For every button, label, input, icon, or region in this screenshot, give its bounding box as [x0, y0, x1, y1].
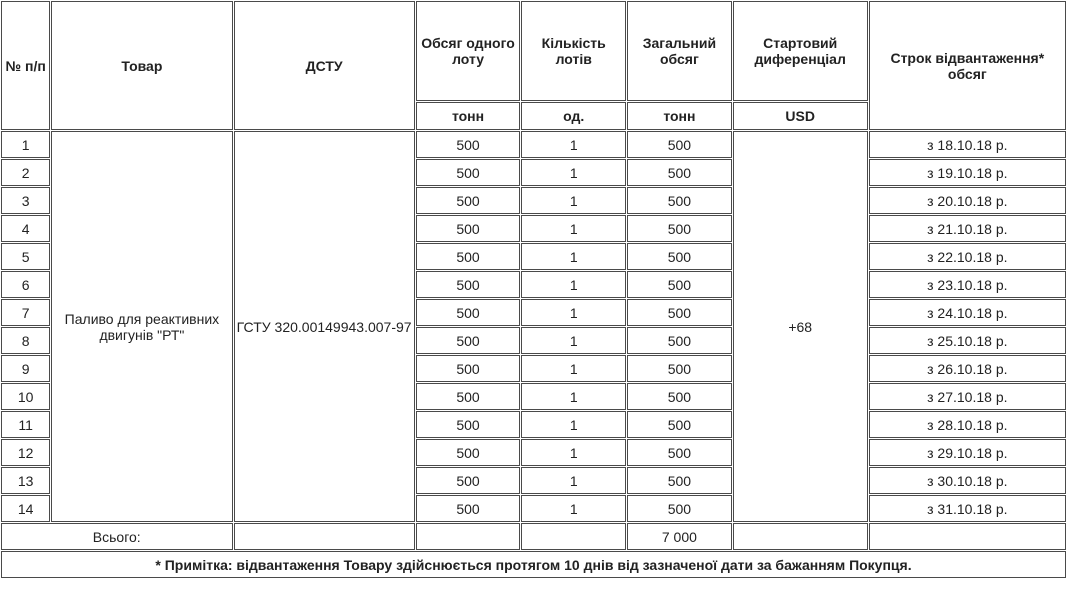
total-volume-cell: 500 [627, 131, 732, 158]
total-volume-cell: 500 [627, 467, 732, 494]
shipment-cell: з 24.10.18 р. [869, 299, 1066, 326]
unit-lot-count: од. [521, 102, 626, 130]
lot-volume-cell: 500 [416, 131, 521, 158]
lot-volume-cell: 500 [416, 187, 521, 214]
lot-count-cell: 1 [521, 439, 626, 466]
lot-count-cell: 1 [521, 495, 626, 522]
lot-count-cell: 1 [521, 159, 626, 186]
total-volume-cell: 500 [627, 495, 732, 522]
lot-count-cell: 1 [521, 383, 626, 410]
row-number: 6 [1, 271, 50, 298]
header-lot-volume: Обсяг одного лоту [416, 1, 521, 101]
header-lot-count: Кількість лотів [521, 1, 626, 101]
shipment-cell: з 22.10.18 р. [869, 243, 1066, 270]
shipment-cell: з 21.10.18 р. [869, 215, 1066, 242]
shipment-cell: з 30.10.18 р. [869, 467, 1066, 494]
lot-volume-cell: 500 [416, 327, 521, 354]
total-empty-cell [733, 523, 868, 550]
row-number: 7 [1, 299, 50, 326]
total-volume-cell: 500 [627, 243, 732, 270]
shipment-cell: з 27.10.18 р. [869, 383, 1066, 410]
lot-volume-cell: 500 [416, 495, 521, 522]
lot-count-cell: 1 [521, 299, 626, 326]
unit-lot-volume: тонн [416, 102, 521, 130]
lot-volume-cell: 500 [416, 243, 521, 270]
lot-count-cell: 1 [521, 467, 626, 494]
shipment-cell: з 18.10.18 р. [869, 131, 1066, 158]
total-value: 7 000 [627, 523, 732, 550]
lot-count-cell: 1 [521, 243, 626, 270]
total-volume-cell: 500 [627, 327, 732, 354]
shipment-cell: з 20.10.18 р. [869, 187, 1066, 214]
total-volume-cell: 500 [627, 383, 732, 410]
total-volume-cell: 500 [627, 271, 732, 298]
lot-volume-cell: 500 [416, 271, 521, 298]
total-row [1, 523, 1066, 550]
dstu-cell: ГСТУ 320.00149943.007-97 [234, 131, 415, 522]
row-number: 2 [1, 159, 50, 186]
product-cell: Паливо для реактивних двигунів "РТ" [51, 131, 232, 522]
header-total-volume: Загальний обсяг [627, 1, 732, 101]
row-number: 13 [1, 467, 50, 494]
total-empty-cell [234, 523, 415, 550]
lot-volume-cell: 500 [416, 439, 521, 466]
lot-count-cell: 1 [521, 187, 626, 214]
lot-count-cell: 1 [521, 271, 626, 298]
lot-volume-cell: 500 [416, 159, 521, 186]
total-volume-cell: 500 [627, 411, 732, 438]
lot-count-cell: 1 [521, 355, 626, 382]
shipment-cell: з 19.10.18 р. [869, 159, 1066, 186]
row-number: 8 [1, 327, 50, 354]
lot-volume-cell: 500 [416, 467, 521, 494]
lot-volume-cell: 500 [416, 383, 521, 410]
total-empty-cell [869, 523, 1066, 550]
header-num: № п/п [1, 1, 50, 130]
lot-count-cell: 1 [521, 327, 626, 354]
note-row [1, 551, 1066, 578]
unit-start-diff: USD [733, 102, 868, 130]
row-number: 11 [1, 411, 50, 438]
start-diff-cell: +68 [733, 131, 868, 522]
total-volume-cell: 500 [627, 187, 732, 214]
note-text: * Примітка: відвантаження Товару здійснюється протягом 10 днів від зазначеної дати за бажанням Покупця. [1, 551, 1066, 578]
total-empty-cell [416, 523, 521, 550]
row-number: 5 [1, 243, 50, 270]
total-volume-cell: 500 [627, 215, 732, 242]
lot-volume-cell: 500 [416, 355, 521, 382]
row-number: 1 [1, 131, 50, 158]
row-number: 4 [1, 215, 50, 242]
row-number: 12 [1, 439, 50, 466]
shipment-cell: з 31.10.18 р. [869, 495, 1066, 522]
total-volume-cell: 500 [627, 159, 732, 186]
row-number: 14 [1, 495, 50, 522]
total-volume-cell: 500 [627, 299, 732, 326]
total-label: Всього: [1, 523, 233, 550]
header-shipment: Строк відвантаження* обсяг [869, 1, 1066, 130]
lot-volume-cell: 500 [416, 299, 521, 326]
lot-count-cell: 1 [521, 411, 626, 438]
header-product: Товар [51, 1, 232, 130]
total-empty-cell [521, 523, 626, 550]
shipment-cell: з 23.10.18 р. [869, 271, 1066, 298]
lot-count-cell: 1 [521, 215, 626, 242]
row-number: 10 [1, 383, 50, 410]
row-number: 9 [1, 355, 50, 382]
header-start-diff: Стартовий диференціал [733, 1, 868, 101]
total-volume-cell: 500 [627, 355, 732, 382]
header-dstu: ДСТУ [234, 1, 415, 130]
row-number: 3 [1, 187, 50, 214]
table-row [1, 131, 1066, 158]
shipment-cell: з 25.10.18 р. [869, 327, 1066, 354]
lot-count-cell: 1 [521, 131, 626, 158]
total-volume-cell: 500 [627, 439, 732, 466]
shipment-cell: з 29.10.18 р. [869, 439, 1066, 466]
lot-volume-cell: 500 [416, 411, 521, 438]
unit-total-volume: тонн [627, 102, 732, 130]
shipment-cell: з 28.10.18 р. [869, 411, 1066, 438]
shipment-cell: з 26.10.18 р. [869, 355, 1066, 382]
lot-volume-cell: 500 [416, 215, 521, 242]
